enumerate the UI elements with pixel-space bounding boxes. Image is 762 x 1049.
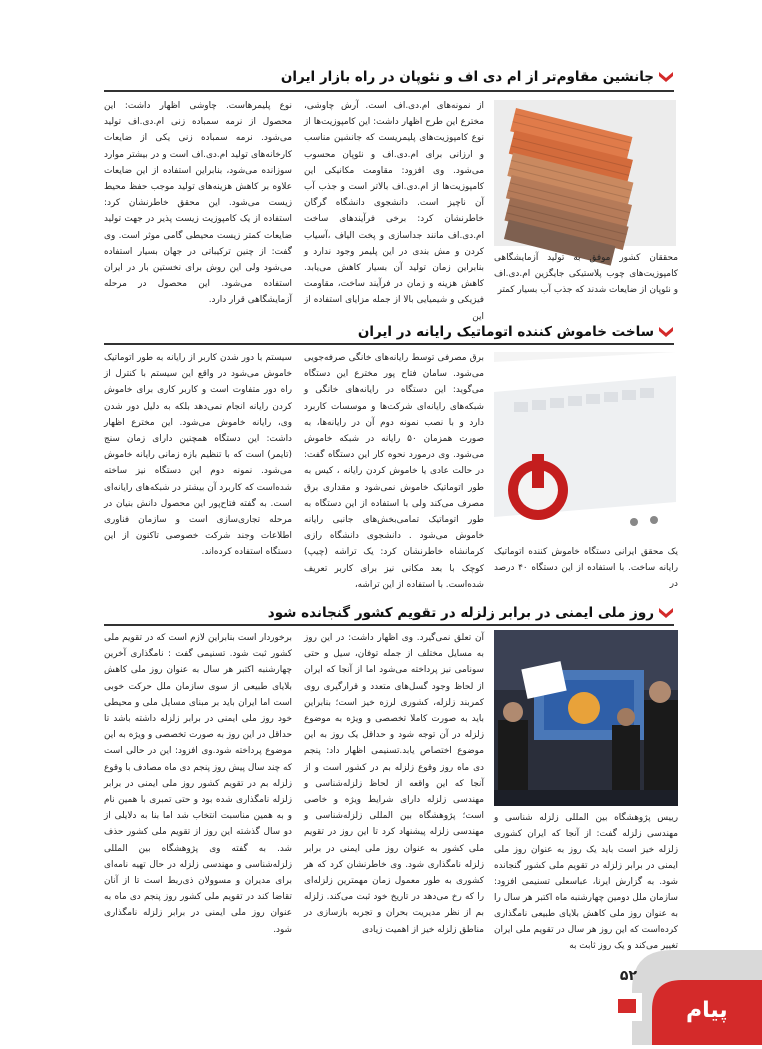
chevron-down-icon: [658, 606, 674, 620]
section-3-rule: [104, 624, 674, 626]
section-2-title: [358, 321, 674, 343]
chevron-down-icon: [658, 325, 674, 339]
section-3-title-text: روز ملی ایمنی در برابر زلزله در تقویم کشور گنجانده شود: [267, 605, 654, 621]
section-3-column-left: برخوردار است بنابراین لازم است که در تقویم ملی کشور ثبت شود. تسنیمی گفت : نامگذاری آخرین چهارشنبه اکتبر هر سال به عنوان روز ملی کاهش بلایای طبیعی از سوی سازمان ملل حرکت خوبی است اما ایران باید بر مبنای مسایل ملی و محیطی خود روز ملی ایمنی در برابر زلزله داشته باشد تا حداقل در این روز به صورت تخصصی و ویژه به این موضوع پرداخته شود.وی افزود: این در حالی است که چند سال پیش روز پنجم دی ماه مصادف با وقوع زلزله بم در تقویم کشور روز ملی ایمنی در برابر زلزله نامگذاری شده بود و حتی تمبری با همین نام و به همین مناسبت انتخاب شد اما بنا به دلایلی از دو سال گذشته این روز از تقویم ملی کشور حذف شد. به گفته وی پژوهشگاه بین المللی زلزله‌شناسی و مهندسی زلزله در حال تهیه نامه‌ای برای مدیران و مسوولان ذی‌ربط است تا از آنان تقاضا کند در تقویم ملی کشور روز پنجم دی ماه به عنوان روز ملی ایمنی در برابر زلزله نامگذاری شود.: [104, 633, 292, 935]
ceremony-photo: [494, 630, 678, 806]
svg-text:پیام: پیام: [686, 998, 728, 1023]
magazine-logo: [606, 985, 728, 1031]
section-1-title: [281, 66, 674, 88]
section-2-rule: [104, 343, 674, 345]
section-1-column-right: از نمونه‌های ام.دی.اف است. آرش چاوشی، مخترع این طرح اظهار داشت: این کامپوزیت‌ها از نوع کامپوزیت‌های پلیمریست که جانشین مناسب و ارزانی برای ام.دی.اف و نئوپان محسوب می‌شود. وی افزود: مقاومت مکانیکی این کامپوزیت‌ها از ام.دی.اف بالاتر است و جذب آب آن ناچیز است. دانشجوی دانشگاه گرگان خاطرنشان کرد: برخی فرآیندهای ساخت ام.دی.اف مانند جداسازی و پخت الیاف ،آسیاب کردن و مش بندی در این پلیمر وجود ندارد و بنابراین زمان تولید آن بسیار کاهش می‌یابد. کاهش هزینه و زمان در فرآیند ساخت، مقاومت فیزیکی و شیمیایی بالا از جمله مزایای استفاده از این: [304, 101, 484, 322]
composite-samples-image: [494, 100, 676, 246]
section-3-caption: رییس پژوهشگاه بین المللی زلزله شناسی و مهندسی زلزله گفت: از آنجا که ایران کشوری زلزله خیز است باید یک روز به عنوان روز ملی ایمنی در برابر زلزله در تقویم ملی کشور گنجانده شود. به گزارش ایرنا، عباسعلی تسنیمی افزود: سازمان ملل دومین چهارشنبه ماه اکتبر هر سال را به عنوان روز ملی کاهش بلایای طبیعی نامگذاری کرده‌است که این روز هر سال در تقویم ملی ایران تغییر می‌کند و یک روز ثابت به: [494, 813, 678, 951]
laptop-power-image: [494, 352, 676, 540]
section-2-title-text: ساخت خاموش کننده اتوماتیک رایانه در ایران: [357, 324, 654, 340]
section-2-column-left: سیستم با دور شدن کاربر از رایانه به طور اتوماتیک خاموش می‌شود در واقع این سیستم با کنترل از راه دور متفاوت است و کاربر کاری برای خاموش کردن رایانه انجام نمی‌دهد بلکه به دلیل دور شدن وی، رایانه خاموش می‌شود. این مخترع اظهار داشت: این دستگاه همچنین دارای زمان سنج (تایمر) است که با تنظیم بازه زمانی رایانه خاموش می‌شود. نمونه دوم این دستگاه نیز ساخته شده‌است که کاربرد آن بیشتر در شبکه‌های رایانه‌ای است. به گفته فتاح‌پور این محصول دانش بنیان در مرحله تجاری‌سازی است و سازمان فناوری اطلاعات وجند شرکت خصوصی تاکنون از این دستگاه استفاده کرده‌اند.: [104, 353, 292, 558]
section-1-column-left: نوع پلیمرهاست. چاوشی اظهار داشت: این محصول از نرمه سمباده زنی ام.دی.اف تولید می‌شود. نرمه سمباده زنی یکی از ضایعات کارخانه‌های تولید ام.دی.اف است و در بیشتر موارد سوزانده می‌شود، بنابراین استفاده از این ضایعات علاوه بر کاهش هزینه‌های تولید موجب حفظ محیط زیست می‌شود. این محقق خاطرنشان کرد: استفاده از یک کامپوزیت زیست پذیر در جهت تولید ضایعات کمتر زیست محیطی گامی موثر است. وی گفت: از چنین ترکیباتی در جهان بسیار استفاده می‌شود ولی این روش برای نخستین بار در ایران استفاده می‌شود. این محصول در مرحله آزمایشگاهی قرار دارد.: [104, 101, 292, 306]
section-1-rule: [104, 90, 674, 92]
section-2-column-right: برق مصرفی توسط رایانه‌های خانگی صرفه‌جویی می‌شود. سامان فتاح پور مخترع این دستگاه می‌گوید: این دستگاه در رایانه‌های خانگی و شبکه‌های رایانه‌ای شرکت‌ها و موسسات کاربرد دارد و با نصب نمونه دوم آن در رایانه‌ها، به صورت همزمان ۵۰ رایانه در شبکه خاموش می‌شود. وی درمورد نحوه کار این دستگاه گفت: در حالت عادی یا خاموش کردن رایانه ، کیس به طور اتوماتیک خاموش نمی‌شود و مقداری برق مصرف می‌کند ولی با استفاده از این دستگاه به طور اتوماتیک تمامی‌بخش‌های جانبی رایانه خاموش می‌شود . دانشجوی دانشگاه رازی کرمانشاه خاطرنشان کرد: یک تراشه (چیپ) کوچک با بعد مکانی نیز برای کاربر تعریف شده‌است. با استفاده از این تراشه،: [304, 353, 484, 590]
section-3-column-right: آن تعلق نمی‌گیرد. وی اظهار داشت: در این روز به مسایل مختلف از جمله توفان، سیل و حتی سونامی نیز پرداخته می‌شود اما از آنجا که ایران از لحاظ وجود گسل‌های متعدد و قرارگیری روی کمربند زلزله، کشوری لرزه خیز است؛ بنابراین باید به صورت کاملا تخصصی و ویژه به موضوع زلزله در آن توجه شود و حداقل یک روز به این موضوع اختصاص یابد.تسنیمی اظهار داد: پنجم دی ماه روز وقوع زلزله بم در کشور است و از آنجا که این واقعه از لحاظ زلزله‌شناسی و مهندسی زلزله دارای شرایط ویژه و خاصی است؛ پژوهشگاه بین المللی زلزله‌شناسی و مهندسی زلزله پیشنهاد کرد تا این روز در تقویم ملی کشور به عنوان روز ملی ایمنی در برابر زلزله نامگذاری شود. وی خاطرنشان کرد که هر کشوری به طور معمول زمان مهمترین زلزله‌ای را که رخ می‌دهد در تاریخ خود ثبت می‌کند. زلزله بم از نظر مدیریت بحران و تجربه بازسازی در مناطق زلزله خیز از اهمیت زیادی: [304, 633, 484, 935]
chevron-down-icon: [658, 70, 674, 84]
section-3-title: [268, 602, 674, 624]
section-2-caption: یک محقق ایرانی دستگاه خاموش کننده اتوماتیک رایانه ساخت. با استفاده از این دستگاه ۴۰ درصد در: [494, 547, 678, 589]
section-1-caption: محققان کشور موفق به تولید آزمایشگاهی کامپوزیت‌های چوب پلاستیکی جایگزین ام.دی.اف و نئوپان از ضایعات شدند که جذب آب بسیار کمتر: [494, 253, 678, 295]
page-number: ۵۲: [619, 968, 637, 984]
section-1-title-text: جانشین مقاوم‌تر از ام دی اف و نئوپان در راه بازار ایران: [280, 69, 654, 85]
